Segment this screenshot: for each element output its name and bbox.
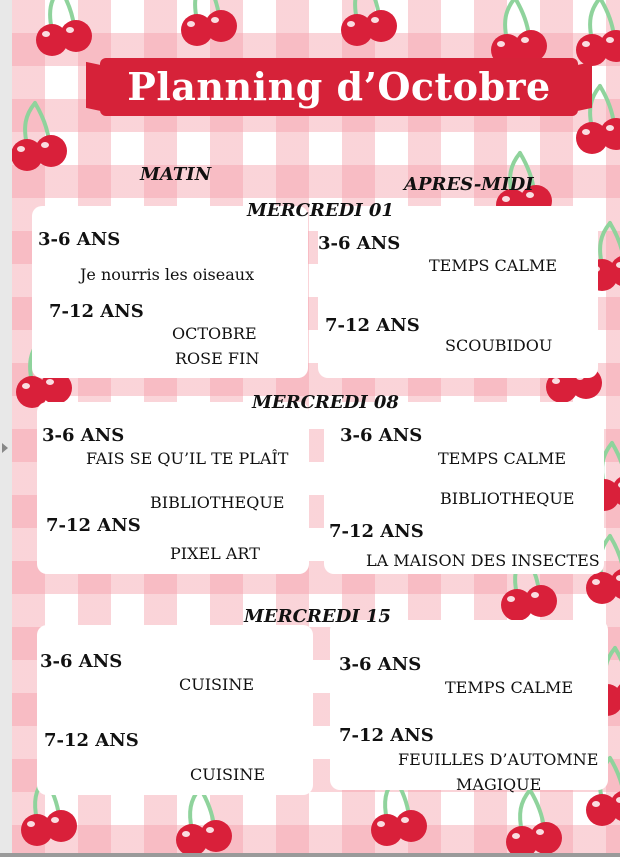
activity-label: BIBLIOTHEQUE: [440, 489, 575, 508]
activity-label: SCOUBIDOU: [445, 336, 553, 355]
activity-label: OCTOBRE: [172, 324, 257, 343]
cherry-icon: [341, 0, 397, 46]
activity-label: FEUILLES D’AUTOMNE: [398, 750, 599, 769]
activity-label: CUISINE: [190, 765, 266, 784]
activity-label: FAIS SE QU’IL TE PLAÎT: [86, 449, 289, 468]
day-label: MERCREDI 08: [252, 392, 399, 413]
activity-label: PIXEL ART: [170, 544, 260, 563]
cherry-icon: [176, 788, 232, 853]
activity-label: LA MAISON DES INSECTES: [366, 551, 600, 570]
age-group-label: 3-6 ANS: [40, 651, 123, 672]
side-panel-toggle-icon[interactable]: [2, 443, 8, 453]
activity-label: ROSE FIN: [175, 349, 260, 368]
cherry-icon: [576, 0, 620, 66]
planning-page: [12, 0, 620, 853]
activity-label: TEMPS CALME: [438, 449, 567, 468]
age-group-label: 7-12 ANS: [46, 515, 141, 536]
age-group-label: 3-6 ANS: [318, 233, 401, 254]
age-group-label: 7-12 ANS: [325, 315, 420, 336]
activity-label: TEMPS CALME: [445, 678, 574, 697]
activity-label: TEMPS CALME: [429, 256, 558, 275]
age-group-label: 7-12 ANS: [329, 521, 424, 542]
column-header-afternoon: APRES-MIDI: [404, 174, 534, 195]
cherry-icon: [506, 790, 562, 853]
cherry-icon: [36, 0, 92, 56]
activity-label: CUISINE: [179, 675, 255, 694]
day-label: MERCREDI 15: [244, 606, 391, 627]
age-group-label: 7-12 ANS: [49, 301, 144, 322]
age-group-label: 7-12 ANS: [44, 730, 139, 751]
activity-label: MAGIQUE: [456, 775, 542, 794]
age-group-label: 3-6 ANS: [340, 425, 423, 446]
age-group-label: 3-6 ANS: [42, 425, 125, 446]
cherry-icon: [181, 0, 237, 46]
activity-label: BIBLIOTHEQUE: [150, 493, 285, 512]
cherry-icon: [491, 0, 547, 66]
activity-label: Je nourris les oiseaux: [80, 265, 255, 284]
age-group-label: 3-6 ANS: [38, 229, 121, 250]
bottom-scrollbar[interactable]: [0, 853, 620, 857]
page-title: Planning d’Octobre: [127, 64, 551, 109]
cherry-icon: [12, 103, 67, 171]
column-header-morning: MATIN: [140, 164, 212, 185]
age-group-label: 3-6 ANS: [339, 654, 422, 675]
age-group-label: 7-12 ANS: [339, 725, 434, 746]
day-label: MERCREDI 01: [247, 200, 394, 221]
